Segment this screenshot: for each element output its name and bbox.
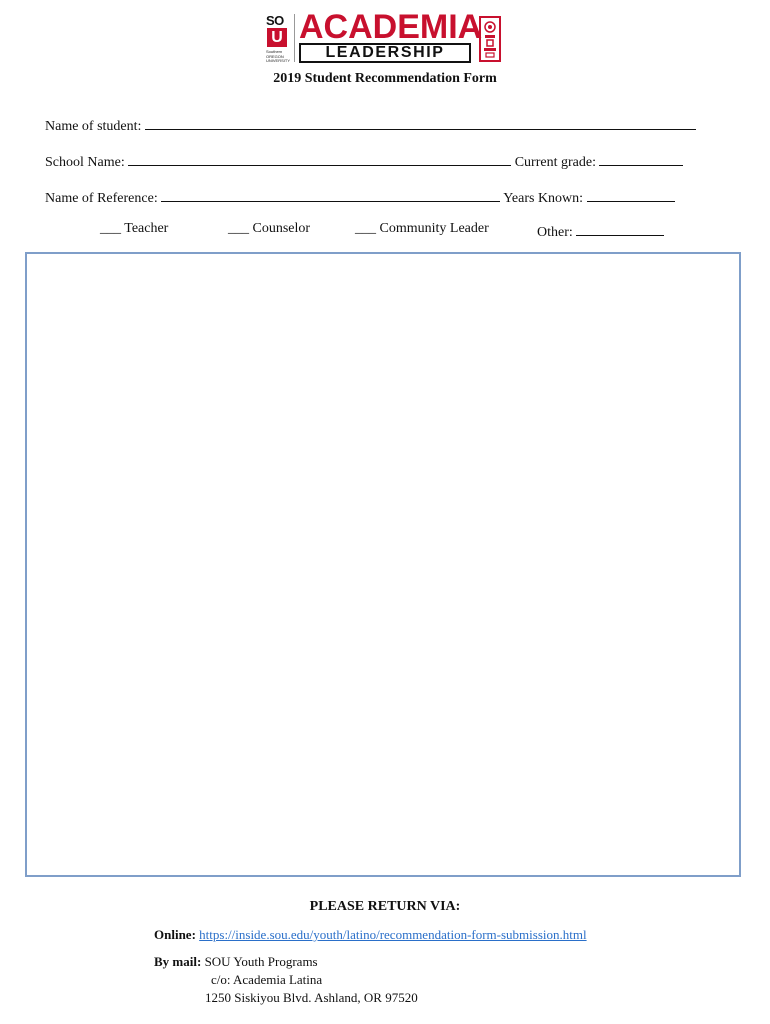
option-teacher[interactable] xyxy=(100,221,168,237)
emblem-icon xyxy=(479,16,501,62)
option-teacher-label: Teacher xyxy=(124,221,169,236)
years-known-field[interactable] xyxy=(587,187,675,202)
reference-row xyxy=(45,187,675,207)
mail-return xyxy=(154,954,318,970)
form-title: 2019 Student Recommendation Form xyxy=(273,71,497,86)
student-name-label: Name of student: xyxy=(45,119,142,134)
current-grade-field[interactable] xyxy=(599,151,683,166)
option-community-label: Community Leader xyxy=(379,221,489,236)
school-row xyxy=(45,151,683,171)
student-name-row xyxy=(45,115,696,135)
online-return xyxy=(154,927,587,943)
option-other-label: Other: xyxy=(537,225,573,240)
mail-line-1: SOU Youth Programs xyxy=(204,954,318,969)
years-known-label: Years Known: xyxy=(503,191,584,206)
option-counselor-blank[interactable]: ___ xyxy=(228,221,249,236)
online-label: Online: xyxy=(154,927,196,942)
option-community-leader[interactable] xyxy=(355,221,489,237)
student-name-field[interactable] xyxy=(145,115,696,130)
sou-logo-so: SO xyxy=(266,13,284,28)
reference-name-label: Name of Reference: xyxy=(45,191,158,206)
sou-logo xyxy=(266,13,291,63)
reference-name-field[interactable] xyxy=(161,187,500,202)
option-counselor[interactable] xyxy=(228,221,310,237)
mail-line-3: 1250 Siskiyou Blvd. Ashland, OR 97520 xyxy=(205,990,418,1005)
online-submission-link[interactable]: https://inside.sou.edu/youth/latino/recommendation-form-submission.html xyxy=(199,927,587,942)
mail-line-2: c/o: Academia Latina xyxy=(211,972,323,987)
mail-label: By mail: xyxy=(154,954,202,969)
option-community-blank[interactable]: ___ xyxy=(355,221,376,236)
logo-leadership-text: LEADERSHIP xyxy=(299,43,471,63)
option-teacher-blank[interactable]: ___ xyxy=(100,221,121,236)
logo-academia-text: ACADEMIA xyxy=(299,8,483,46)
option-other xyxy=(537,221,664,241)
option-other-field[interactable] xyxy=(576,221,664,236)
return-heading: PLEASE RETURN VIA: xyxy=(309,899,461,914)
school-name-field[interactable] xyxy=(128,151,511,166)
sou-logo-u: U xyxy=(267,28,287,47)
academia-leadership-logo xyxy=(266,8,506,66)
sou-logo-caption: Southern OREGON UNIVERSITY xyxy=(266,49,291,63)
school-name-label: School Name: xyxy=(45,155,125,170)
logo-divider xyxy=(294,14,295,62)
recommendation-text-box[interactable] xyxy=(25,252,741,877)
current-grade-label: Current grade: xyxy=(514,155,596,170)
option-counselor-label: Counselor xyxy=(252,221,311,236)
